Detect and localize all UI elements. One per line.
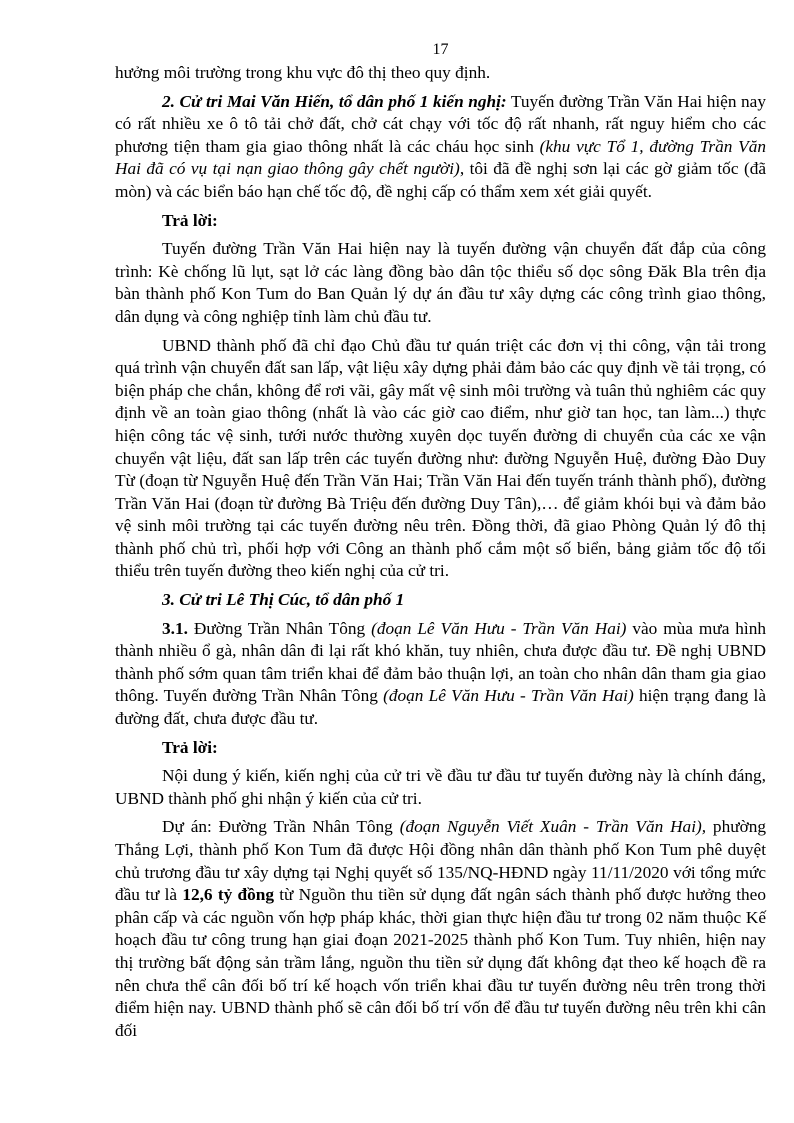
section-3-1-text-1: Đường Trần Nhân Tông [187, 618, 372, 638]
section-2-petition [115, 91, 766, 204]
section-3-heading: 3. Cử tri Lê Thị Cúc, tổ dân phố 1 [162, 590, 405, 610]
section-3-answer-para-1: Nội dung ý kiến, kiến nghị của cử tri về đầu tư đầu tư tuyến đường này là chính đáng, UBND thành phố ghi nhận ý kiến của cử tri. [115, 766, 766, 808]
section-3-answer-text-5: từ Nguồn thu tiền sử dụng đất ngân sách thành phố được hưởng theo phân cấp và các nguồn vốn hợp pháp khác, thời gian thực hiện đầu tư trong 02 năm thuộc Kế hoạch đầu tư công trung hạn giai đoạn 2021-2025 thành phố Kon Tum. Tuy nhiên, hiện nay thị trường bất động sản trầm lắng, nguồn thu tiền sử dụng đất không đạt theo kế hoạch đề ra nên chưa thể cân đối bố trí kế hoạch vốn triển khai đầu tư tuyến đường nêu trên trong thời điểm hiện nay. UBND thành phố sẽ cân đối bố trí vốn để đầu tư tuyến đường nêu trên khi cân đối [115, 885, 766, 1040]
section-3-answer-text-1: Dự án: Đường Trần Nhân Tông [162, 817, 400, 837]
section-2-answer-para-1: Tuyến đường Trần Văn Hai hiện nay là tuyến đường vận chuyển đất đắp của công trình: Kè chống lũ lụt, sạt lở các làng đồng bào dân tộc thiểu số dọc sông Đăk Bla trên địa bàn thành phố Kon Tum do Ban Quản lý dự án đầu tư xây dựng các công trình giao thông, dân dụng và công nghiệp tỉnh làm chủ đầu tư. [115, 239, 766, 326]
section-3-answer-text-2: (đoạn Nguyễn Viết Xuân - Trần Văn Hai), [399, 817, 707, 837]
section-2-text-2: (khu vực Tổ 1, đường Trần Văn Hai đã có vụ tại nạn giao thông gây chết người) [115, 136, 766, 179]
section-3-answer-amount: 12,6 tỷ đồng [182, 885, 274, 905]
section-3-1-text-4: (đoạn Lê Văn Hưu - Trần Văn Hai) [383, 686, 634, 706]
section-2-text-1: Tuyến đường Trần Văn Hai hiện nay có rất nhiều xe ô tô tải chở đất, chở cát chạy với tốc độ rất nhanh, rất nguy hiểm cho các phương tiện tham gia giao thông nhất là các cháu học sinh [115, 91, 766, 156]
section-3-1-text-2: (đoạn Lê Văn Hưu - Trần Văn Hai) [371, 618, 627, 638]
section-3-1-petition [115, 618, 766, 731]
document-page [115, 40, 766, 1048]
section-2-heading: 2. Cử tri Mai Văn Hiến, tổ dân phố 1 kiến nghị: [162, 91, 507, 111]
section-3-answer-label: Trả lời: [162, 737, 218, 757]
section-3-1-text-3: vào mùa mưa hình thành nhiều ổ gà, nhân dân đi lại rất khó khăn, tuy nhiên, chưa được đầu tư. Đề nghị UBND thành phố sớm quan tâm triển khai để đảm bảo thuận lợi, an toàn cho nhân dân tham gia giao thông. Tuyến đường Trần Nhân Tông [115, 618, 766, 706]
section-3-answer-text-3: phường Thắng Lợi, thành phố Kon Tum đã được Hội đồng nhân dân thành phố Kon Tum phê duyệt chủ trương đầu tư xây dựng tại Nghị quyết số 135/NQ-HĐND ngày 11/11/2020 với tổng mức đầu tư là [115, 817, 767, 905]
section-2-text-3: , tôi đã đề nghị sơn lại các gờ giảm tốc (đã mòn) và các biển báo hạn chế tốc độ, đề nghị cấp có thẩm xem xét giải quyết. [115, 159, 767, 201]
paragraph-continuation: hưởng môi trường trong khu vực đô thị theo quy định. [115, 63, 491, 82]
section-2-answer-label: Trả lời: [162, 210, 218, 230]
section-3-1-text-5: hiện trạng đang là đường đất, chưa được đầu tư. [115, 686, 766, 729]
section-3-1-number: 3.1. [162, 618, 188, 638]
page-number: 17 [432, 41, 449, 58]
section-3-answer-para-2 [115, 816, 766, 1042]
section-2-answer-para-2: UBND thành phố đã chỉ đạo Chủ đầu tư quán triệt các đơn vị thi công, vận tải trong quá trình vận chuyển đất san lấp, vật liệu xây dựng phải đảm bảo các quy định về tải trọng, có biện pháp che chắn, không để rơi vãi, gây mất vệ sinh môi trường và tuân thủ nghiêm các quy định về an toàn giao thông (nhất là vào các giờ cao điểm, như giờ tan học, tan làm...) thực hiện công tác vệ sinh, tưới nước thường xuyên dọc tuyến đường di chuyển của các xe vận chuyển vật liệu, đất san lấp trên các tuyến đường như: đường Nguyễn Huệ, đường Đào Duy Từ (đoạn từ Nguyễn Huệ đến Trần Văn Hai; Trần Văn Hai đến tuyến tránh thành phố), đường Trần Văn Hai (đoạn từ đường Bà Triệu đến đường Duy Tân),… để giảm khói bụi và đảm bảo vệ sinh môi trường tại các tuyến đường nêu trên. Đồng thời, đã giao Phòng Quản lý đô thị thành phố chủ trì, phối hợp với Công an thành phố cắm một số biển, bảng giảm tốc độ tối thiểu trên tuyến đường theo kiến nghị của cử tri. [115, 335, 766, 581]
